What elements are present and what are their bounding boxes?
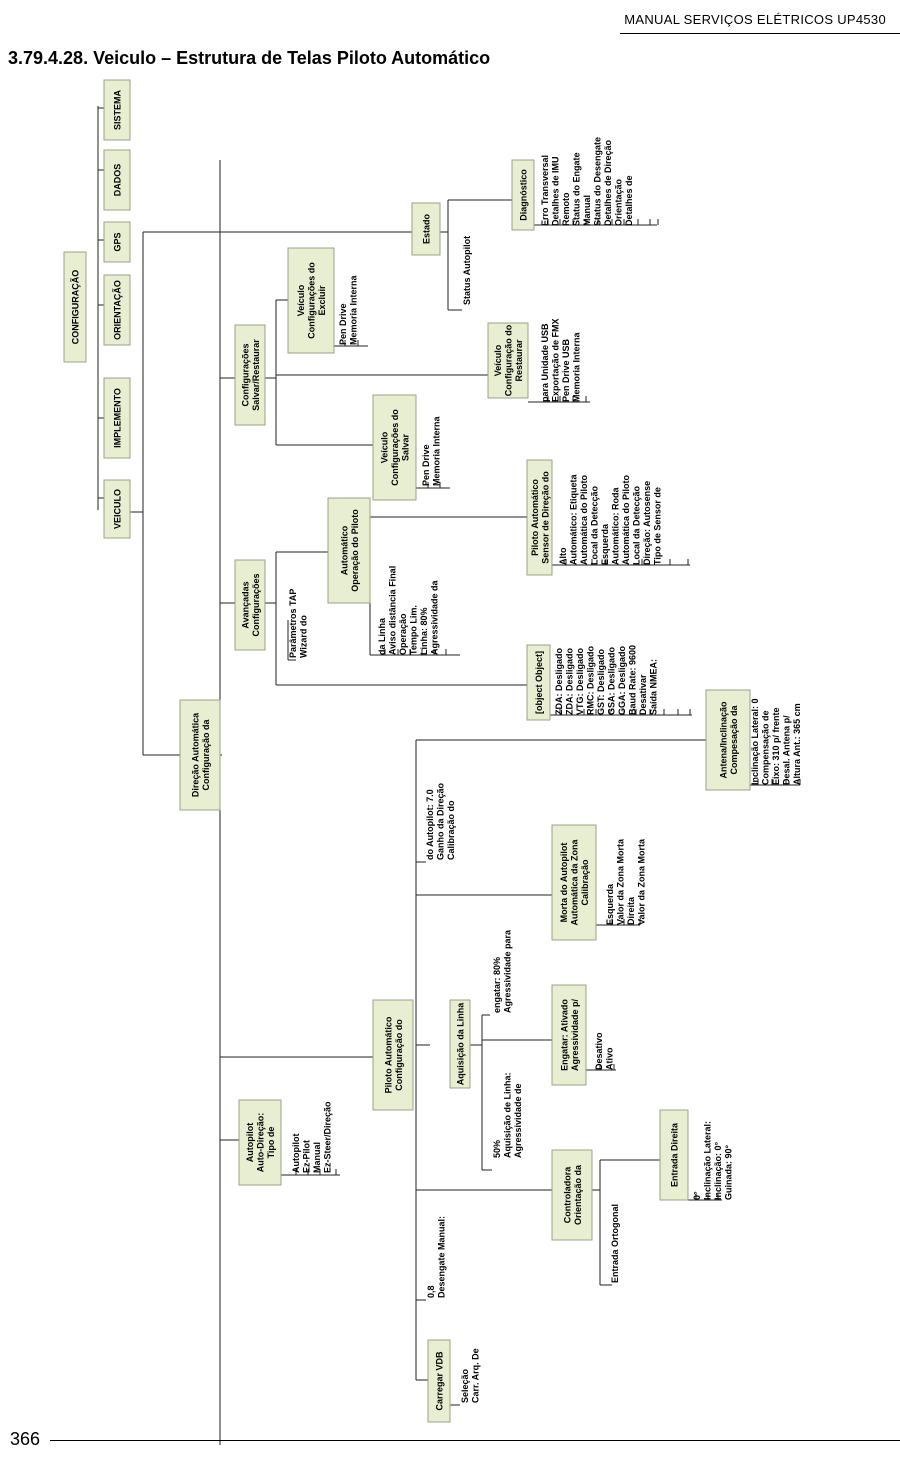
excluir-items xyxy=(338,274,359,345)
menu-orientacao-box xyxy=(104,275,130,345)
diagnostico-box xyxy=(512,160,534,230)
carregar-vdb-box xyxy=(428,1340,450,1422)
menu-gps-box-text: GPS xyxy=(112,232,123,252)
excluir-config-box-text: Veículo xyxy=(296,284,306,317)
operacao-items-line: Agressividade da xyxy=(429,580,440,655)
diagnostico-items-line: Detalhes de Direção xyxy=(603,139,613,226)
sensor-items-line: Automática do Piloto xyxy=(621,475,631,565)
agress-engatar-items-line: Ativo xyxy=(604,1047,615,1070)
page-number: 366 xyxy=(10,1429,41,1449)
operacao-items-line: Tempo Lim. xyxy=(408,605,419,655)
restaurar-items-line: para Unidade USB xyxy=(540,323,550,402)
compensacao-items-line: Inclinação Lateral: 0 xyxy=(750,698,760,785)
entrada-direita-items-line: Inclinação Lateral: xyxy=(702,1120,713,1200)
salvar-items-line: Pen Drive xyxy=(421,444,431,486)
operacao-piloto-box xyxy=(328,498,370,603)
calibracao-zona-items-line: Direita xyxy=(626,896,636,925)
tipo-items xyxy=(291,1101,333,1173)
operacao-items-line: Aviso distância Final xyxy=(387,565,398,655)
compensacao-antena-box-text: Antena/Inclinação xyxy=(718,701,729,779)
sensor-items xyxy=(558,474,663,565)
carregar-vdb-items-line: Seleção xyxy=(460,1368,470,1403)
restaurar-items-line: Exportação de FMX xyxy=(550,318,561,402)
config-avancadas-box xyxy=(235,560,265,650)
nmea-items-line: VTG: Desligado xyxy=(575,647,585,715)
nmea-items-line: GGA: Desligado xyxy=(617,645,627,715)
salvar-config-box-text: Configurações do xyxy=(390,409,400,486)
tipo-auto-direcao-box xyxy=(239,1100,281,1185)
menu-veiculo-box xyxy=(104,480,130,538)
diagnostico-items-line: Status do Engate xyxy=(571,152,582,226)
aquisicao-linha-box xyxy=(450,1000,470,1088)
calibracao-zona-items-line: Valor da Zona Morta xyxy=(636,838,647,925)
aquisicao-linha-box-text: Aquisição da Linha xyxy=(455,1002,466,1086)
calibracao-zona-morta-box-text: Automática da Zona xyxy=(569,839,580,926)
section-title: 3.79.4.28. Veiculo – Estrutura de Telas Piloto Automático xyxy=(8,48,491,68)
desengate-manual-label xyxy=(426,1216,447,1298)
sensor-direcao-box-text: Sensor de Direção do xyxy=(540,471,551,564)
sensor-items-line: Automática do Piloto xyxy=(579,475,589,565)
calibracao-zona-morta-box xyxy=(552,825,596,940)
tipo-items-line: Ez-Pilot xyxy=(301,1140,312,1173)
diagnostico-items-line: Manual xyxy=(582,194,592,226)
orientacao-controladora-box-text: Orientação da xyxy=(572,1164,583,1226)
restaurar-items-line: Memoria Interna xyxy=(571,332,582,402)
tipo-auto-direcao-box-text: Autopilot xyxy=(245,1122,255,1163)
desengate-manual-label-line: Desengate Manual: xyxy=(436,1215,447,1298)
restaurar-config-box-text: Restaurar xyxy=(514,339,524,382)
calibracao-zona-items xyxy=(605,838,647,925)
compensacao-antena-box-text: Compesação da xyxy=(728,705,739,775)
saida-nmea-box-text: [object Object] xyxy=(534,650,544,715)
salvar-restaurar-box xyxy=(235,325,265,425)
excluir-config-box-text: Configurações do xyxy=(306,262,317,339)
entrada-direita-items-line: 0° xyxy=(692,1191,702,1200)
sensor-items-line: Automático: Roda xyxy=(610,487,621,565)
agressividade-engatar-box xyxy=(552,985,586,1085)
operacao-items-line: da Linha xyxy=(377,617,387,655)
diagram-nodes xyxy=(64,80,802,1422)
wizard-tap-label-line: Parâmetros TAP xyxy=(288,588,298,658)
sensor-items-line: Local da Detecção xyxy=(631,485,642,565)
manual-header: MANUAL SERVIÇOS ELÉTRICOS UP4530 xyxy=(624,12,886,27)
tipo-items-line: Ez-Steer/Direção xyxy=(322,1101,333,1173)
agressividade-engatar-label-line: Agressividade para xyxy=(502,929,513,1013)
restaurar-config-box-text: Configuração do xyxy=(503,324,514,397)
compensacao-antena-box xyxy=(706,690,750,790)
tipo-auto-direcao-box-text: Auto-Direção: xyxy=(255,1112,266,1173)
orientacao-controladora-box xyxy=(552,1150,592,1240)
menu-veiculo-box-text: VEICULO xyxy=(112,488,123,530)
config-avancadas-box-text: Configurações xyxy=(250,573,261,637)
tipo-auto-direcao-box-text: Tipo de xyxy=(266,1126,276,1159)
menu-gps-box xyxy=(104,222,130,262)
nmea-items-line: Saída NMEA: xyxy=(648,658,659,715)
nmea-items-line: Desativar xyxy=(638,674,648,715)
agress-engatar-items xyxy=(594,1032,615,1070)
compensacao-items-line: Altura Ant.: 365 cm xyxy=(792,703,802,785)
nmea-items-line: RMC: Desligado xyxy=(585,645,596,715)
sensor-items-line: Tipo de Sensor de xyxy=(652,487,663,565)
diagnostico-items-line: Detalhes de xyxy=(624,175,634,226)
root-configuracao-box xyxy=(64,252,86,362)
nmea-items-line: GST: Desligado xyxy=(596,648,606,715)
entrada-ortogonal-label xyxy=(610,1204,620,1283)
calibracao-zona-items-line: Valor da Zona Morta xyxy=(615,838,626,925)
compensacao-items-line: Compensação de xyxy=(760,710,771,785)
operacao-items xyxy=(377,566,440,655)
diagnostico-box-text: Diagnóstico xyxy=(518,169,529,221)
nmea-items-line: Baud Rate: 9600 xyxy=(627,644,638,715)
diagnostico-items xyxy=(540,137,634,226)
desengate-manual-label-line: 0,8 xyxy=(426,1285,436,1298)
sensor-items-line: Local da Detecção xyxy=(589,485,600,565)
status-autopilot-label xyxy=(462,236,472,305)
calibracao-zona-items-line: Esquerda xyxy=(605,883,615,925)
root-configuracao-box-text: CONFIGURAÇÃO xyxy=(70,269,81,345)
salvar-items xyxy=(421,415,442,486)
restaurar-config-box-text: Veículo xyxy=(493,344,503,377)
nmea-items-line: GSA: Desligado xyxy=(606,646,617,715)
calibracao-ganho-label-line: do Autopilot: 7.0 xyxy=(425,789,435,860)
agressividade-engatar-label-line: engatar: 80% xyxy=(492,956,502,1013)
sensor-items-line: Esquerda xyxy=(600,523,610,565)
agressividade-aquisicao-label-line: 50% xyxy=(492,1139,502,1158)
config-direcao-auto-box-text: Direção Automática xyxy=(190,712,201,798)
entrada-direita-items-line: Inclinação: 0° xyxy=(713,1141,723,1200)
diagnostico-items-line: Erro Transversal xyxy=(540,154,550,226)
restaurar-items-line: Pen Drive USB xyxy=(561,338,571,402)
agressividade-engatar-label xyxy=(492,929,513,1013)
compensacao-items-line: Eixo: 310 p/ frente xyxy=(771,707,781,785)
salvar-config-box xyxy=(373,395,416,500)
salvar-config-box-text: Salvar xyxy=(400,433,411,462)
config-piloto-auto-box-text: Piloto Automático xyxy=(383,1016,394,1094)
calibracao-zona-morta-box-text: Calibração xyxy=(580,859,590,906)
menu-dados-box xyxy=(104,150,130,210)
calibracao-ganho-label xyxy=(425,782,456,860)
calibracao-ganho-label-line: Ganho da Direção xyxy=(435,782,446,860)
excluir-config-box-text: Excluir xyxy=(317,285,327,316)
calibracao-zona-morta-box-text: Morta do Autopilot xyxy=(559,842,569,923)
wizard-tap-label-line: Wizard do xyxy=(298,615,309,658)
nmea-items-line: ZDA: Desligado xyxy=(564,647,575,715)
config-direcao-auto-box-text: Configuração da xyxy=(200,719,211,791)
tipo-items-line: Manual xyxy=(312,1141,322,1173)
config-avancadas-box-text: Avançadas xyxy=(240,581,251,629)
menu-implemento-box-text: IMPLEMENTO xyxy=(112,388,123,448)
sensor-direcao-box-text: Piloto Automático xyxy=(529,479,540,556)
tipo-items-line: Autopilot xyxy=(291,1133,301,1173)
menu-implemento-box xyxy=(104,378,130,458)
nmea-items-line: ZDA: Desligado xyxy=(554,647,564,715)
agressividade-engatar-box-text: Engatar: Ativado xyxy=(559,999,570,1071)
entrada-direita-box xyxy=(660,1110,688,1200)
estado-box xyxy=(412,203,440,255)
entrada-direita-items-line: Guinada: 90° xyxy=(723,1144,734,1200)
sensor-items-line: Automático: Etiqueta xyxy=(568,474,579,565)
restaurar-items xyxy=(540,318,582,402)
config-direcao-auto-box xyxy=(180,700,220,810)
sensor-direcao-box xyxy=(527,460,552,575)
nmea-items xyxy=(554,645,659,715)
carregar-vdb-box-text: Carregar VDB xyxy=(434,1351,445,1411)
menu-orientacao-box-text: ORIENTAÇÃO xyxy=(112,280,123,340)
agressividade-engatar-box-text: Agressividade p/ xyxy=(569,998,580,1072)
diagnostico-items-line: Detalhes de IMU xyxy=(550,156,561,226)
config-piloto-auto-box-text: Configuração do xyxy=(393,1019,404,1091)
operacao-items-line: Linha: 80% xyxy=(419,607,429,655)
diagnostico-items-line: Orientação xyxy=(613,178,624,226)
agressividade-aquisicao-label xyxy=(492,1072,523,1158)
operacao-piloto-box-text: Automático xyxy=(339,525,350,576)
orientacao-controladora-box-text: Controladora xyxy=(562,1166,573,1224)
compensacao-items xyxy=(750,698,802,785)
operacao-items-line: Operação xyxy=(398,613,408,655)
salvar-restaurar-box-text: Salvar/Restaurar xyxy=(250,339,261,411)
wizard-tap-label xyxy=(288,589,309,658)
diagnostico-items-line: Remoto xyxy=(561,192,571,226)
sensor-items-line: Alto xyxy=(558,547,568,565)
excluir-items-line: Memoria Interna xyxy=(348,275,359,345)
config-piloto-auto-box xyxy=(373,1000,413,1110)
excluir-items-line: Pen Drive xyxy=(338,303,348,345)
excluir-config-box xyxy=(288,248,334,353)
menu-sistema-box-text: SISTEMA xyxy=(112,89,123,131)
salvar-config-box-text: Veículo xyxy=(379,431,390,464)
compensacao-items-line: Desal. Antena p/ xyxy=(781,715,792,785)
status-autopilot-label-line: Status Autopilot xyxy=(462,235,472,305)
agress-engatar-items-line: Desativo xyxy=(594,1032,604,1070)
carregar-vdb-items-line: Carr. Arq. De xyxy=(470,1348,481,1403)
carregar-vdb-items xyxy=(460,1348,481,1403)
sensor-items-line: Direção: Autosense xyxy=(642,480,652,565)
salvar-items-line: Memoria Interna xyxy=(431,416,442,486)
operacao-piloto-box-text: Operação do Piloto xyxy=(349,509,360,592)
estado-box-text: Estado xyxy=(421,213,432,245)
footer-rule xyxy=(50,1440,900,1441)
agressividade-aquisicao-label-line: Aquisição de Linha: xyxy=(502,1072,513,1158)
saida-nmea-box xyxy=(527,645,550,720)
menu-dados-box-text: DADOS xyxy=(112,163,123,197)
diagnostico-items-line: Status do Desengate xyxy=(592,136,603,226)
restaurar-config-box xyxy=(488,323,528,398)
calibracao-ganho-label-line: Calibração do xyxy=(446,800,456,860)
entrada-ortogonal-label-line: Entrada Ortogonal xyxy=(610,1203,620,1283)
entrada-direita-items xyxy=(692,1121,734,1200)
menu-sistema-box xyxy=(104,80,130,140)
entrada-direita-box-text: Entrada Direita xyxy=(669,1122,680,1188)
salvar-restaurar-box-text: Configurações xyxy=(240,343,251,407)
agressividade-aquisicao-label-line: Agressividade de xyxy=(513,1083,523,1158)
